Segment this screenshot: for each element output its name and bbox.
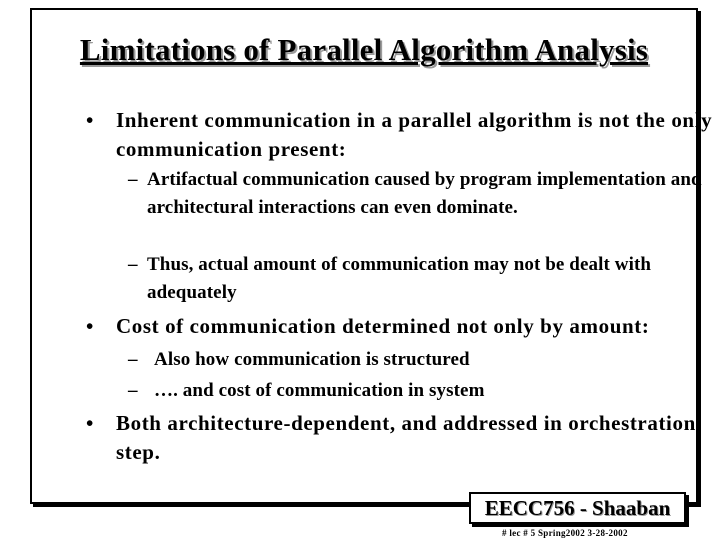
sub-bullet-text: Thus, actual amount of communication may not be dealt with adequately (147, 254, 652, 303)
bullet-item (86, 312, 714, 341)
bullet-marker: • (86, 411, 94, 435)
bullet-marker: • (86, 108, 94, 132)
sub-bullet-marker: – (128, 349, 138, 370)
bullet-item (86, 106, 714, 164)
sub-bullet-item (128, 251, 708, 307)
slide-title: Limitations of Parallel Algorithm Analysis (79, 32, 649, 67)
bullet-text: Cost of communication determined not only by amount: (116, 314, 650, 338)
sub-bullet-marker: – (128, 254, 138, 275)
bullet-marker: • (86, 314, 94, 338)
sub-bullet-item (128, 377, 708, 405)
lecture-footnote: # lec # 5 Spring2002 3-28-2002 (502, 528, 628, 538)
sub-bullet-item (128, 346, 708, 374)
bullet-item (86, 409, 714, 467)
sub-bullet-marker: – (128, 380, 138, 401)
slide-frame (30, 8, 713, 504)
bullet-text: Inherent communication in a parallel algorithm is not the only communication present: (116, 108, 713, 161)
course-footer-box: EECC756 - Shaaban (469, 492, 686, 524)
sub-bullet-text: Artifactual communication caused by program implementation and architectural interactions can even dominate. (147, 169, 702, 218)
sub-bullet-text: …. and cost of communication in system (154, 380, 485, 401)
bullet-text: Both architecture-dependent, and addressed in orchestration step. (116, 411, 696, 464)
sub-bullet-marker: – (128, 169, 138, 190)
sub-bullet-text: Also how communication is structured (154, 349, 470, 370)
sub-bullet-item (128, 166, 708, 222)
